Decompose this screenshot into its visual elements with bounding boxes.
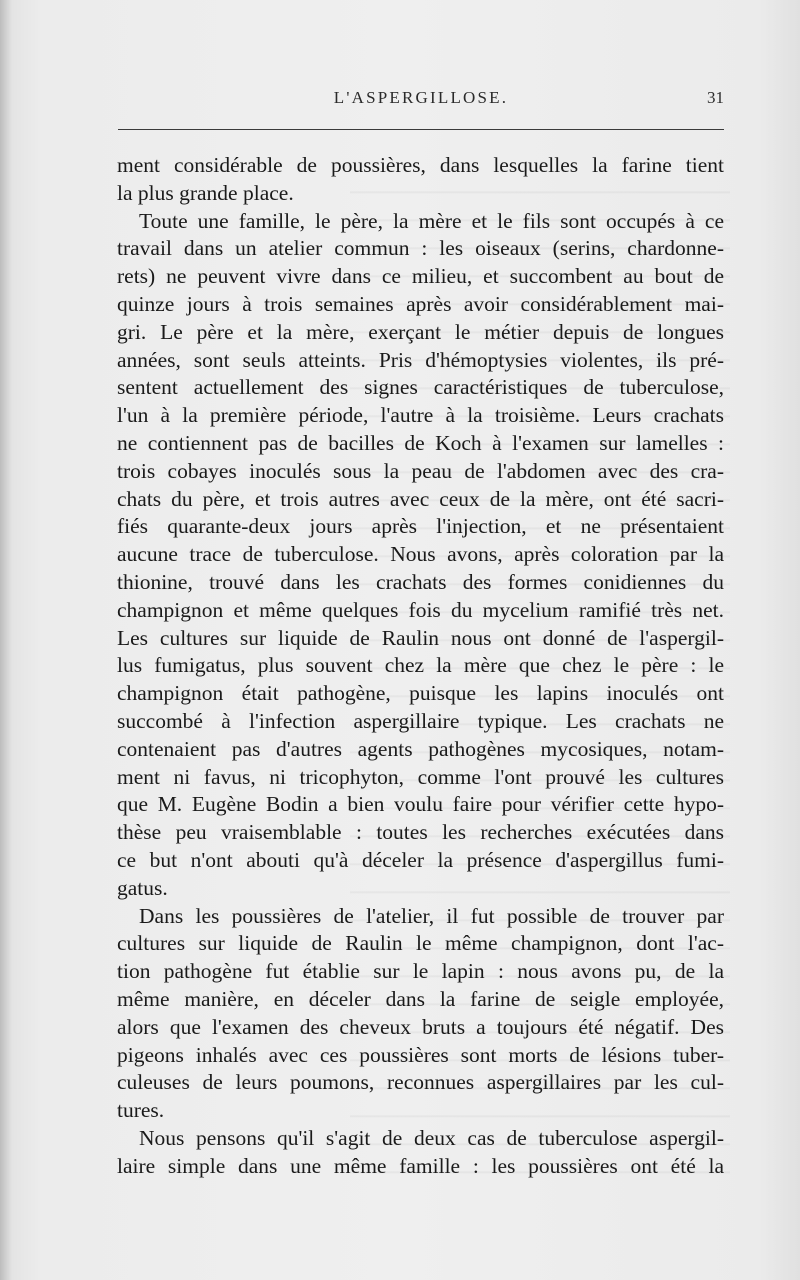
text-line: quinze jours à trois semaines après avoir considérablement mai- (117, 291, 724, 316)
text-line: alors que l'examen des cheveux bruts a toujours été négatif. Des (117, 1014, 724, 1039)
text-line: laire simple dans une même famille : les poussières ont été la (117, 1153, 724, 1178)
text-line: tion pathogène fut établie sur le lapin : nous avons pu, de la (117, 959, 724, 984)
text-line: chats du père, et trois autres avec ceux de la mère, ont été sacri- (117, 486, 724, 511)
text-line: Dans les poussières de l'atelier, il fut possible de trouver par (139, 903, 724, 928)
text-line: gatus. (117, 875, 168, 900)
body-text (117, 152, 724, 1180)
text-line: Nous pensons qu'il s'agit de deux cas de tuberculose aspergil- (139, 1125, 724, 1150)
text-line: sentent actuellement des signes caractéristiques de tuberculose, (117, 375, 724, 400)
text-line: lus fumigatus, plus souvent chez la mère que chez le père : le (117, 653, 724, 678)
text-line: gri. Le père et la mère, exerçant le métier depuis de longues (117, 319, 724, 344)
text-line: thèse peu vraisemblable : toutes les recherches exécutées dans (117, 820, 724, 845)
text-line: ment ni favus, ni tricophyton, comme l'ont prouvé les cultures (117, 764, 724, 789)
running-title: L'ASPERGILLOSE. (333, 88, 509, 107)
text-line: travail dans un atelier commun : les oiseaux (serins, chardonne- (117, 236, 724, 261)
text-line: cultures sur liquide de Raulin le même champignon, dont l'ac- (117, 931, 724, 956)
text-line: trois cobayes inoculés sous la peau de l'abdomen avec des cra- (117, 458, 724, 483)
text-line: rets) ne peuvent vivre dans ce milieu, et succombent au bout de (117, 264, 724, 289)
text-line: fiés quarante-deux jours après l'injection, et ne présentaient (117, 514, 724, 539)
text-line: thionine, trouvé dans les crachats des formes conidiennes du (117, 569, 724, 594)
text-line: tures. (117, 1098, 165, 1123)
text-line: pigeons inhalés avec ces poussières sont morts de lésions tuber- (117, 1042, 724, 1067)
text-line: ce but n'ont abouti qu'à déceler la présence d'aspergillus fumi- (117, 847, 724, 872)
text-line: l'un à la première période, l'autre à la troisième. Leurs crachats (117, 403, 724, 428)
text-line: années, sont seuls atteints. Pris d'hémoptysies violentes, ils pré- (117, 347, 724, 372)
text-line: ment considérable de poussières, dans lesquelles la farine tient (117, 153, 724, 177)
text-line: champignon et même quelques fois du mycelium ramifié très net. (117, 597, 724, 622)
text-line: succombé à l'infection aspergillaire typique. Les crachats ne (117, 708, 724, 733)
text-line: que M. Eugène Bodin a bien voulu faire pour vérifier cette hypo- (117, 792, 724, 817)
text-line: la plus grande place. (117, 180, 294, 205)
header-rule (118, 129, 724, 130)
page-number: 31 (707, 88, 724, 107)
text-line: champignon était pathogène, puisque les lapins inoculés ont (117, 681, 724, 706)
text-line: ne contiennent pas de bacilles de Koch à l'examen sur lamelles : (117, 430, 724, 455)
text-line: culeuses de leurs poumons, reconnues aspergillaires par les cul- (117, 1070, 724, 1095)
text-line: même manière, en déceler dans la farine de seigle employée, (117, 986, 724, 1011)
text-line: Les cultures sur liquide de Raulin nous ont donné de l'aspergil- (117, 625, 724, 650)
running-header (118, 88, 724, 114)
text-line: Toute une famille, le père, la mère et le fils sont occupés à ce (139, 208, 724, 233)
text-line: aucune trace de tuberculose. Nous avons, après coloration par la (117, 542, 724, 567)
text-line: contenaient pas d'autres agents pathogènes mycosiques, notam- (117, 736, 724, 761)
